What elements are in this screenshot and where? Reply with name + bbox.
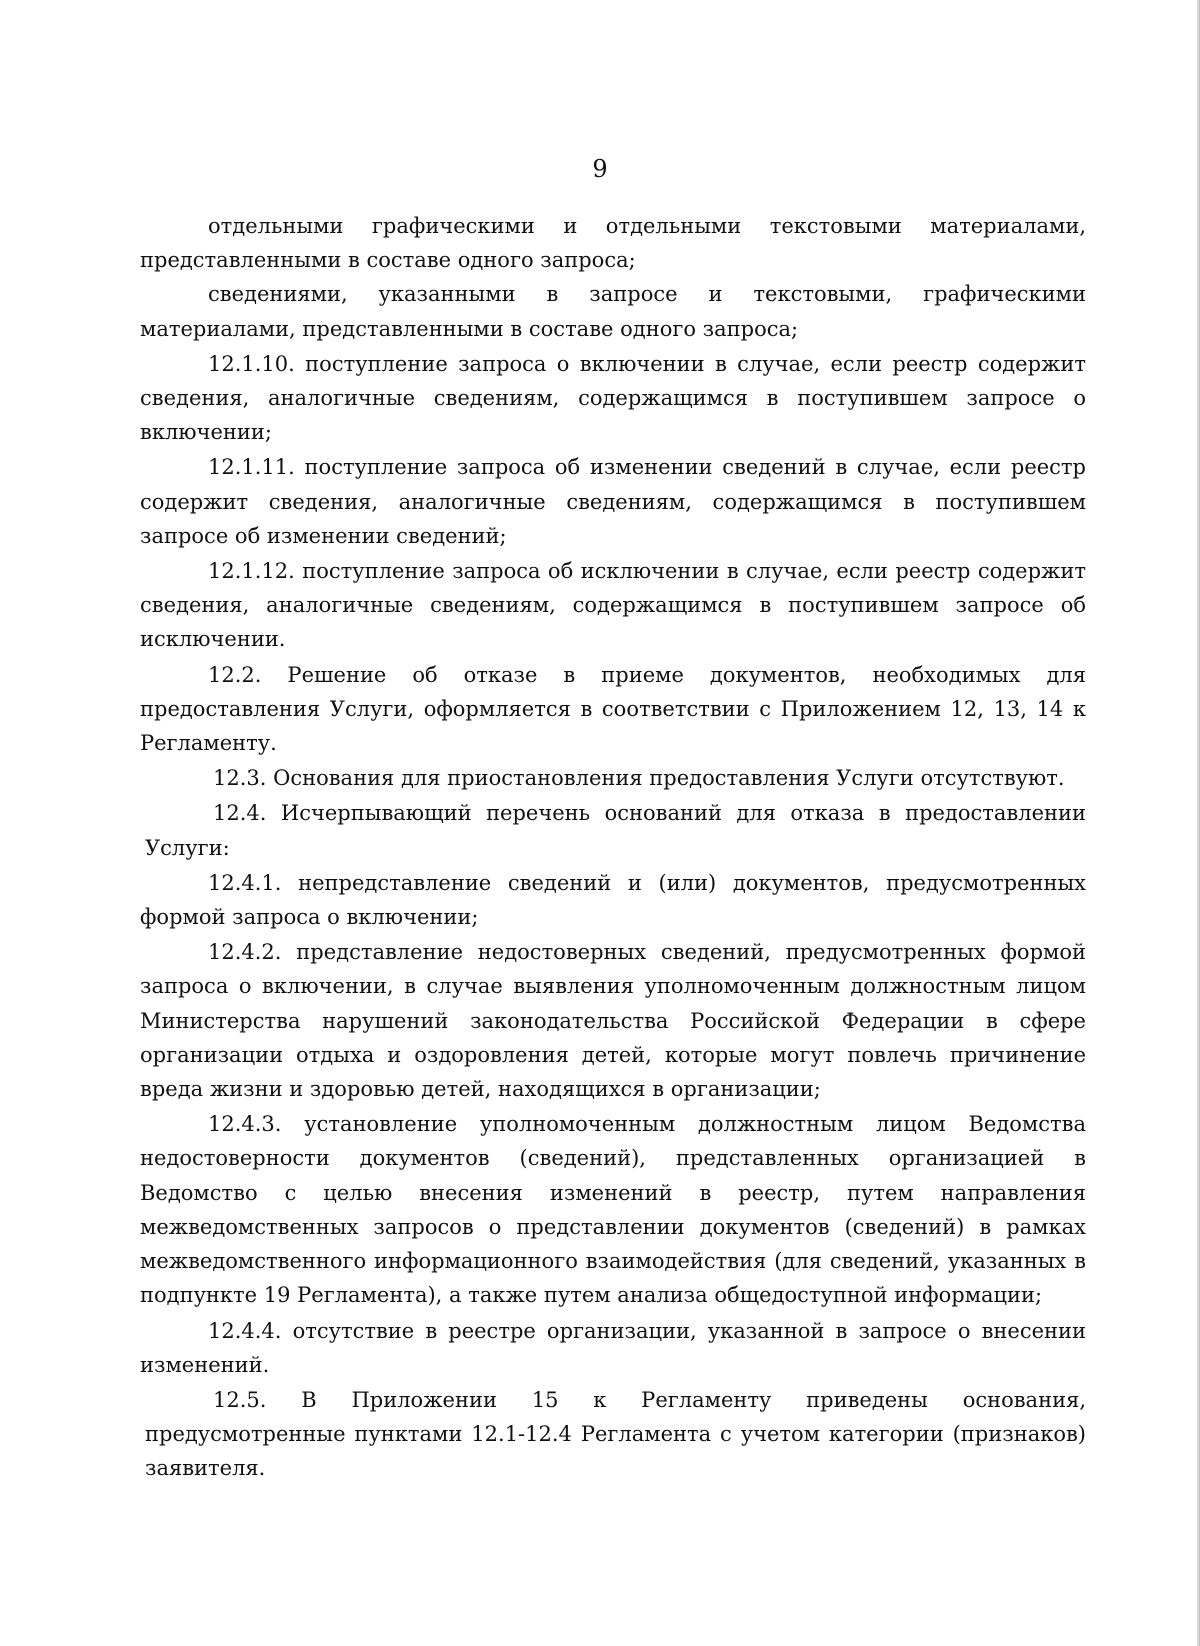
document-body (140, 209, 1086, 1486)
paragraph-12-4-4: 12.4.4. отсутствие в реестре организации, указанной в запросе о внесении изменений. (140, 1318, 1086, 1377)
paragraph-12-1-10: 12.1.10. поступление запроса о включении в случае, если реестр содержит сведения, аналогичные сведениям, содержащимся в поступившем запросе о включении; (140, 351, 1086, 445)
paragraph-12-5: 12.5. В Приложении 15 к Регламенту приведены основания, предусмотренные пунктами 12.1-12.4 Регламента с учетом категории (признаков) заявителя. (145, 1387, 1086, 1481)
paragraph-12-4: 12.4. Исчерпывающий перечень оснований для отказа в предоставлении Услуги: (145, 801, 1086, 860)
paragraph-12-4-1: 12.4.1. непредставление сведений и (или) документов, предусмотренных формой запроса о включении; (140, 870, 1086, 930)
paragraph-request-info-materials: сведениями, указанными в запросе и текстовыми, графическими материалами, представленными в составе одного запроса; (140, 282, 1086, 341)
paragraph-12-1-12: 12.1.12. поступление запроса об исключении в случае, если реестр содержит сведения, аналогичные сведениям, содержащимся в поступившем запросе об исключении. (140, 559, 1086, 652)
paragraph-12-4-2: 12.4.2. представление недостоверных сведений, предусмотренных формой запроса о включении, в случае выявления уполномоченным должностным лицом Министерства нарушений законодательства Российской Федерации в сфере организации отдыха и оздоровления детей, которые могут повлечь причинение вреда жизни и здоровью детей, находящихся в организации; (140, 940, 1086, 1102)
paragraph-12-2: 12.2. Решение об отказе в приеме документов, необходимых для предоставления Услуги, оформляется в соответствии с Приложением 12, 13, 14 к Регламенту. (140, 662, 1086, 756)
paragraph-12-4-3: 12.4.3. установление уполномоченным должностным лицом Ведомства недостоверности документов (сведений), представленных организацией в Ведомство с целью внесения изменений в реестр, путем направления межведомственных запросов о представлении документов (сведений) в рамках межведомственного информационного взаимодействия (для сведений, указанных в подпункте 19 Регламента), а также путем анализа общедоступной информации; (140, 1112, 1086, 1308)
paragraph-graphic-text-materials: отдельными графическими и отдельными текстовыми материалами, представленными в составе одного запроса; (140, 214, 1086, 273)
page-number: 9 (592, 155, 608, 183)
paragraph-12-1-11: 12.1.11. поступление запроса об изменении сведений в случае, если реестр содержит сведения, аналогичные сведениям, содержащимся в поступившем запросе об изменении сведений; (140, 455, 1086, 548)
paragraph-12-3: 12.3. Основания для приостановления предоставления Услуги отсутствуют. (213, 766, 1065, 791)
